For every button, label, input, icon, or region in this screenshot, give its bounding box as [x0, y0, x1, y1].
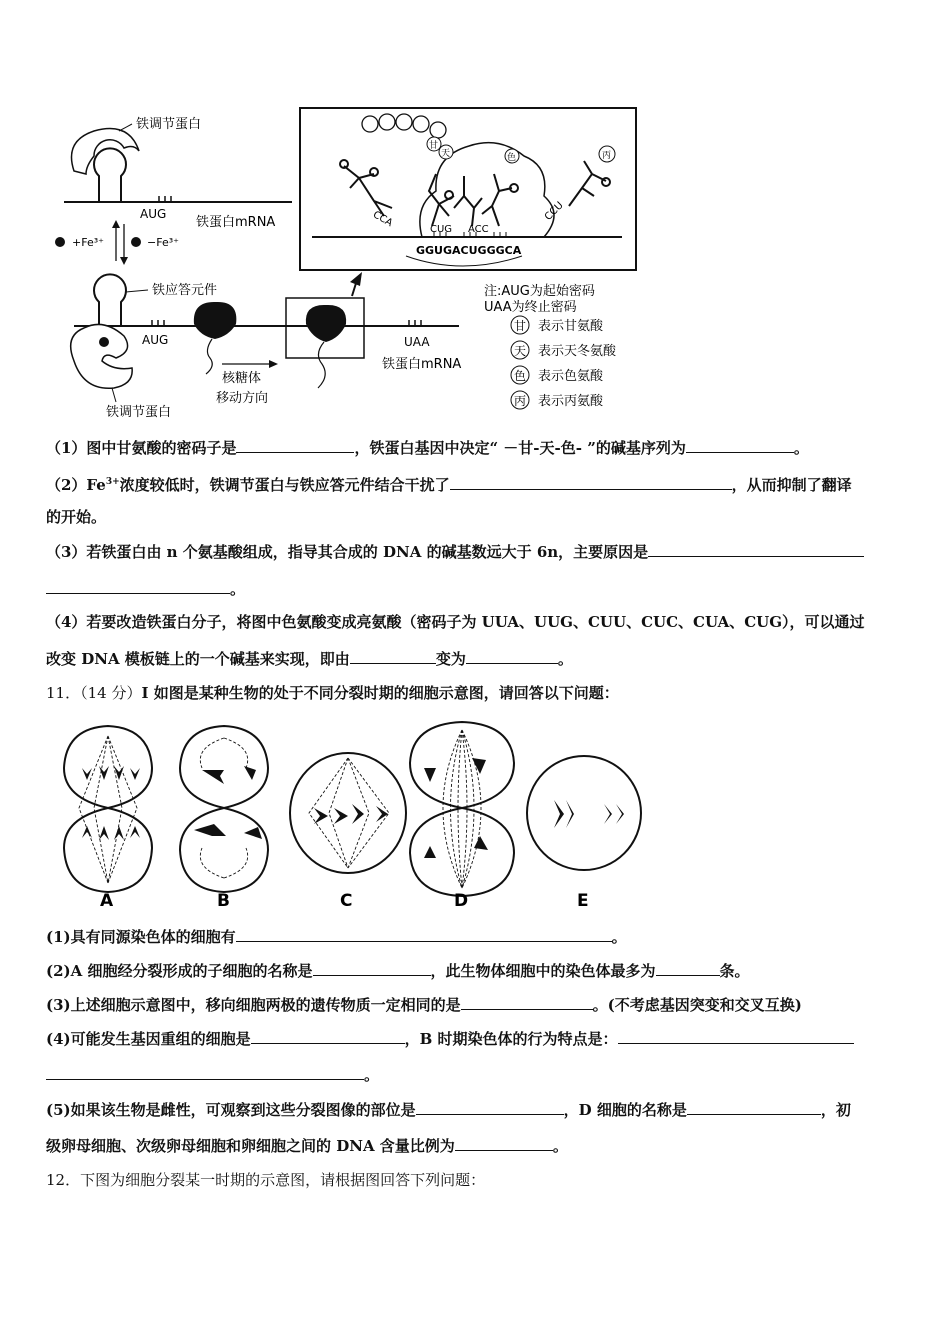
- cell-c: [290, 753, 406, 873]
- cell-label-c: C: [340, 891, 353, 908]
- trna-cca: [340, 160, 392, 216]
- answer-blank-b-behavior-2[interactable]: [46, 1064, 364, 1080]
- note-start-codon: 注:AUG为起始密码: [484, 284, 595, 299]
- cell-a: [64, 726, 152, 892]
- q11-sub2: (2)A 细胞经分裂形成的子细胞的名称是 ，此生物体细胞中的染色体最多为 条。: [46, 962, 750, 980]
- q11-sub4-cont: 。: [46, 1064, 908, 1085]
- answer-blank-base-to[interactable]: [466, 648, 558, 664]
- iron-regulatory-protein-bottom: [71, 324, 133, 388]
- legend-text-1: 表示甘氨酸: [538, 319, 604, 334]
- q11-sub1: (1)具有同源染色体的细胞有 。: [46, 928, 627, 946]
- cell-e: [527, 756, 641, 870]
- answer-blank-gene-sequence[interactable]: [686, 437, 794, 453]
- anticodon-4: CCU: [542, 200, 566, 223]
- legend-text-3: 表示色氨酸: [538, 369, 604, 384]
- trna-ccu: [569, 161, 610, 206]
- iron-regulatory-protein-top: [72, 129, 140, 175]
- answer-blank-glycine-codon[interactable]: [236, 437, 354, 453]
- q10-part4-cont: 改变 DNA 模板链上的一个碱基来实现，即由 变为 。: [46, 650, 573, 668]
- answer-blank-reason-2[interactable]: [46, 578, 230, 594]
- trna-se: [482, 174, 518, 226]
- answer-blank-location[interactable]: [416, 1099, 564, 1115]
- ribosome-2: [306, 305, 346, 342]
- note-stop-codon: UAA为终止密码: [484, 300, 577, 315]
- legend-symbol-3: 色: [514, 369, 527, 383]
- label-plus-fe: +Fe³⁺: [72, 236, 104, 249]
- label-ferritin-mrna-top: 铁蛋白mRNA: [196, 215, 276, 230]
- q11-sub4: (4)可能发生基因重组的细胞是 ，B 时期染色体的行为特点是：: [46, 1028, 908, 1049]
- label-aug-bottom: AUG: [142, 333, 169, 347]
- cell-label-d: D: [454, 891, 469, 908]
- label-uaa: UAA: [404, 335, 430, 349]
- q10-part4: （4）若要改造铁蛋白分子，将图中色氨酸变成亮氨酸（密码子为 UUA、UUG、CUU、CUC、CUA、CUG），可以通过: [46, 613, 865, 631]
- q10-part1: （1）图中甘氨酸的密码子是 ，铁蛋白基因中决定“ －甘-天-色- ”的碱基序列为 。: [46, 439, 809, 457]
- legend-symbol-1: 甘: [514, 319, 527, 333]
- answer-blank-homologous[interactable]: [236, 926, 612, 942]
- cell-division-figure: [44, 718, 644, 908]
- mrna-sequence: GGUGACUGGGCA: [416, 244, 522, 257]
- ribosome-outline: [420, 143, 554, 237]
- label-iron-reg-protein-bottom: 铁调节蛋白: [106, 405, 172, 420]
- cell-b: [180, 726, 268, 892]
- cell-d: [410, 722, 514, 896]
- label-ribosome-direction-2: 移动方向: [216, 391, 269, 406]
- label-iron-reg-protein-top: 铁调节蛋白: [136, 117, 202, 132]
- fe-dot-left: [55, 237, 65, 247]
- answer-blank-max-chromosomes[interactable]: [656, 960, 720, 976]
- label-ferritin-mrna-bottom: 铁蛋白mRNA: [382, 357, 462, 372]
- legend-text-2: 表示天冬氨酸: [538, 344, 617, 359]
- q11-sub5: (5)如果该生物是雌性，可观察到这些分裂图像的部位是 ，D 细胞的名称是 ，初: [46, 1101, 851, 1119]
- label-minus-fe: −Fe³⁺: [147, 236, 179, 249]
- fe-dot-right: [131, 237, 141, 247]
- top-mrna-diagram: [64, 148, 292, 202]
- label-ribosome-direction-1: 核糖体: [222, 371, 262, 386]
- q12-title: 12．下图为细胞分裂某一时期的示意图，请根据图回答下列问题：: [46, 1171, 486, 1189]
- answer-blank-b-behavior-1[interactable]: [618, 1028, 854, 1044]
- answer-blank-daughter-cell[interactable]: [313, 960, 431, 976]
- answer-blank-same-genetic[interactable]: [461, 994, 593, 1010]
- trna-tian: [454, 176, 482, 226]
- answer-blank-base-from[interactable]: [350, 648, 436, 664]
- q11-sub3: (3)上述细胞示意图中，移向细胞两极的遗传物质一定相同的是 。(不考虑基因突变和交叉互换): [46, 996, 802, 1014]
- q10-part2-cont: 的开始。: [46, 508, 107, 526]
- label-aug-top: AUG: [140, 207, 167, 221]
- answer-blank-reason-1[interactable]: [648, 541, 864, 557]
- q10-part3: （3）若铁蛋白由 n 个氨基酸组成，指导其合成的 DNA 的碱基数远大于 6n，主要原因是: [46, 541, 908, 562]
- peptide-chain: [362, 114, 446, 138]
- legend: [511, 316, 617, 409]
- anticodon-3: ACC: [468, 224, 489, 235]
- q10-part2: $(2)Fe^{3+}$浓度较低时，铁调节蛋白与铁应答元件结合干扰了 ，从而抑制了翻译: [46, 476, 852, 494]
- aa-gan-label: 甘: [429, 141, 439, 151]
- trna-gan: [429, 174, 454, 226]
- anticodon-2: CUG: [430, 224, 453, 235]
- cell-label-e: E: [577, 891, 589, 908]
- q11-title: 11．（14 分）I 如图是某种生物的处于不同分裂时期的细胞示意图，请回答以下问题：: [46, 684, 619, 702]
- label-iron-response-element: 铁应答元件: [152, 283, 218, 298]
- aa-circles: [427, 137, 615, 163]
- answer-blank-d-cell-name[interactable]: [687, 1099, 821, 1115]
- aa-tian-label: 天: [441, 149, 451, 159]
- legend-symbol-2: 天: [514, 344, 527, 358]
- q10-part3-cont: 。: [46, 578, 908, 599]
- answer-blank-recombination[interactable]: [251, 1028, 405, 1044]
- answer-blank-interference[interactable]: [450, 474, 732, 490]
- legend-symbol-4: 丙: [514, 394, 527, 408]
- q11-sub5-cont: 级卵母细胞、次级卵母细胞和卵细胞之间的 DNA 含量比例为 。: [46, 1137, 568, 1155]
- legend-text-4: 表示丙氨酸: [538, 394, 604, 409]
- cell-label-b: B: [217, 891, 230, 908]
- cell-label-a: A: [100, 891, 114, 908]
- anticodon-1: CCA: [370, 209, 395, 230]
- ribosome-1: [194, 302, 237, 339]
- aa-se-label: 色: [507, 153, 517, 163]
- aa-bing-label: 丙: [602, 151, 612, 161]
- bottom-mrna-diagram: [74, 274, 459, 326]
- ferritin-translation-figure: [44, 96, 644, 421]
- answer-blank-dna-ratio[interactable]: [455, 1135, 553, 1151]
